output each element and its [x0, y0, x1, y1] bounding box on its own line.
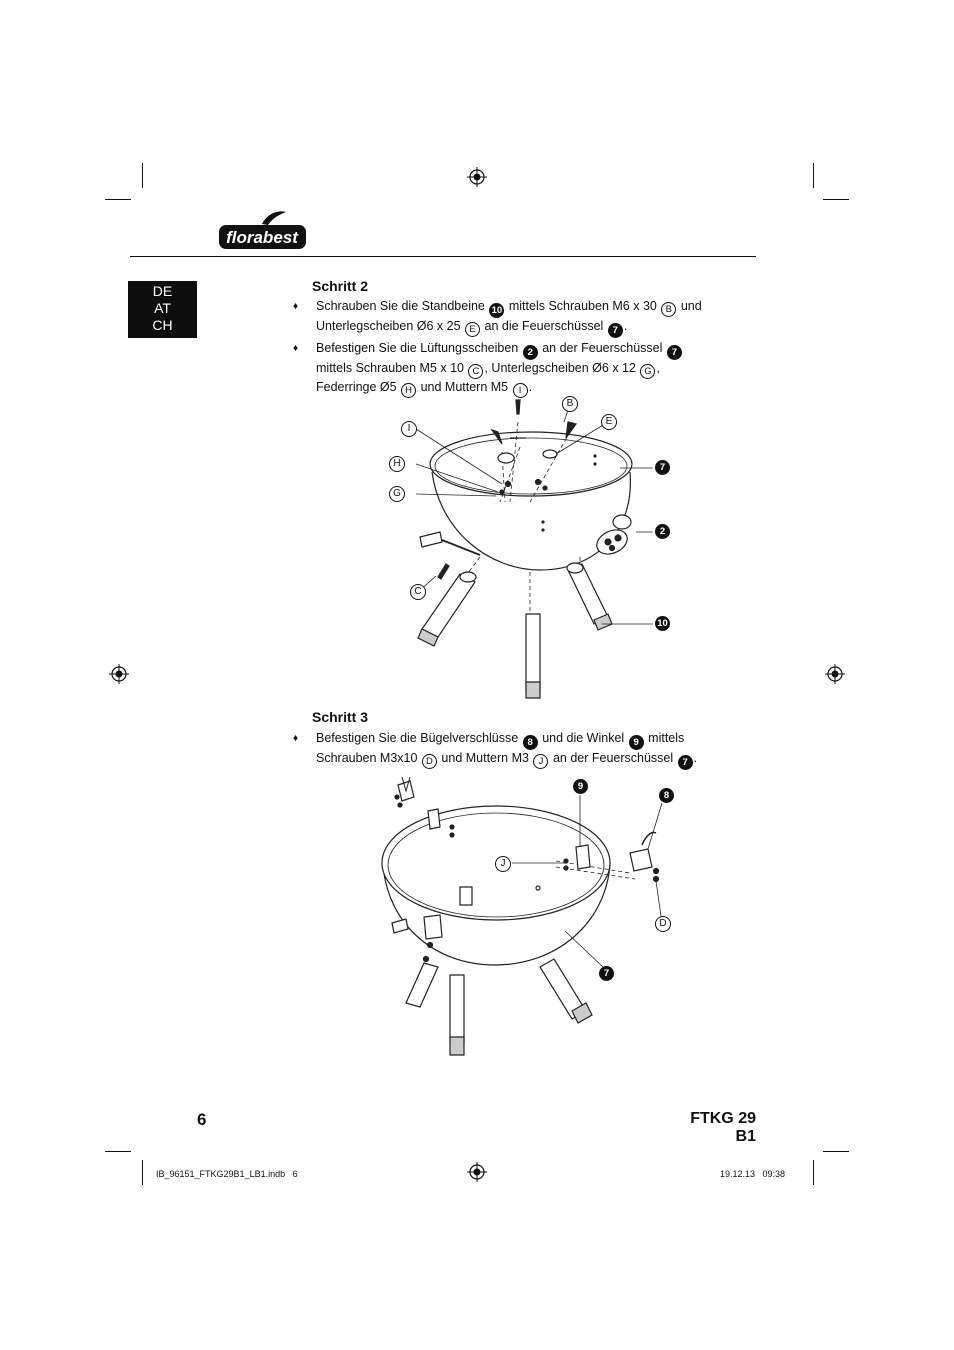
label-j: J: [495, 856, 511, 872]
lang-code: AT: [154, 300, 171, 316]
label-2: 2: [655, 524, 670, 539]
bullet-diamond-icon: ♦: [293, 343, 299, 354]
text: .: [528, 380, 533, 394]
part-letter-badge: G: [640, 364, 655, 379]
registration-mark-icon: [467, 1162, 487, 1182]
label-b: B: [562, 396, 578, 412]
text: und Muttern M3: [441, 751, 529, 765]
text: an der Feuerschüssel: [542, 341, 663, 355]
label-d: D: [655, 916, 671, 932]
label-9: 9: [573, 779, 588, 794]
part-number-badge: 7: [608, 323, 623, 338]
crop-mark: [142, 163, 143, 188]
registration-mark-icon: [467, 167, 487, 187]
part-letter-badge: C: [468, 364, 483, 379]
file-slug: IB_96151_FTKG29B1_LB1.indb 6: [156, 1169, 298, 1179]
label-e: E: [601, 414, 617, 430]
registration-mark-icon: [825, 664, 845, 684]
crop-mark: [105, 199, 131, 200]
text: mittels Schrauben M6 x 30: [508, 299, 657, 313]
part-number-badge: 2: [523, 345, 538, 360]
text: mittels Schrauben M3x10: [316, 731, 685, 765]
text: und die Winkel: [542, 731, 625, 745]
part-number-badge: 7: [667, 345, 682, 360]
crop-mark: [813, 1160, 814, 1185]
date-slug: 19.12.13 09:38: [720, 1169, 786, 1179]
text: .: [693, 751, 698, 765]
text: , Unterlegscheiben Ø6 x 12: [484, 361, 636, 375]
text: Schrauben Sie die Standbeine: [316, 299, 485, 313]
text: Befestigen Sie die Bügelverschlüsse: [316, 731, 519, 745]
crop-mark: [105, 1151, 131, 1152]
text: an der Feuerschüssel: [552, 751, 674, 765]
part-letter-badge: I: [513, 383, 528, 398]
crop-mark: [823, 1151, 849, 1152]
text: mittels Schrauben M5 x 10: [316, 361, 464, 375]
part-letter-badge: E: [465, 322, 480, 337]
part-letter-badge: D: [422, 754, 437, 769]
label-7: 7: [655, 460, 670, 475]
label-c: C: [410, 584, 426, 600]
text: und Unterlegscheiben Ø6 x 25: [316, 299, 702, 333]
registration-mark-icon: [109, 664, 129, 684]
lang-code: DE: [152, 283, 173, 299]
part-letter-badge: J: [533, 754, 548, 769]
step-2-title: Schritt 2: [312, 278, 369, 294]
part-number-badge: 7: [678, 755, 693, 770]
part-number-badge: 8: [523, 735, 538, 750]
part-letter-badge: B: [661, 302, 676, 317]
crop-mark: [823, 199, 849, 200]
label-8: 8: [659, 788, 674, 803]
label-h: H: [389, 456, 405, 472]
florabest-logo: [218, 210, 308, 252]
text: an die Feuerschüssel: [484, 319, 604, 333]
step-3-title: Schritt 3: [312, 709, 369, 725]
text: und Muttern M5: [420, 380, 509, 394]
label-i: I: [401, 421, 417, 437]
bullet-diamond-icon: ♦: [293, 301, 299, 312]
crop-mark: [813, 163, 814, 188]
model-code: FTKG 29 B1: [690, 1110, 756, 1145]
logo-text: florabest: [226, 228, 298, 247]
page-number: 6: [197, 1110, 207, 1129]
step-3-illustration: [380, 775, 680, 1065]
text: , Federringe Ø5: [316, 361, 660, 394]
label-10: 10: [655, 616, 670, 631]
bullet-diamond-icon: ♦: [293, 733, 299, 744]
step-2-illustration: [380, 392, 680, 702]
text: .: [623, 319, 628, 333]
label-g: G: [389, 486, 405, 502]
part-number-badge: 10: [489, 303, 504, 318]
header-rule: [130, 256, 756, 257]
part-letter-badge: H: [401, 383, 416, 398]
label-7: 7: [599, 966, 614, 981]
part-number-badge: 9: [629, 735, 644, 750]
lang-code: CH: [152, 317, 173, 333]
text: Befestigen Sie die Lüftungsscheiben: [316, 341, 519, 355]
crop-mark: [142, 1160, 143, 1185]
language-box: [128, 281, 197, 338]
